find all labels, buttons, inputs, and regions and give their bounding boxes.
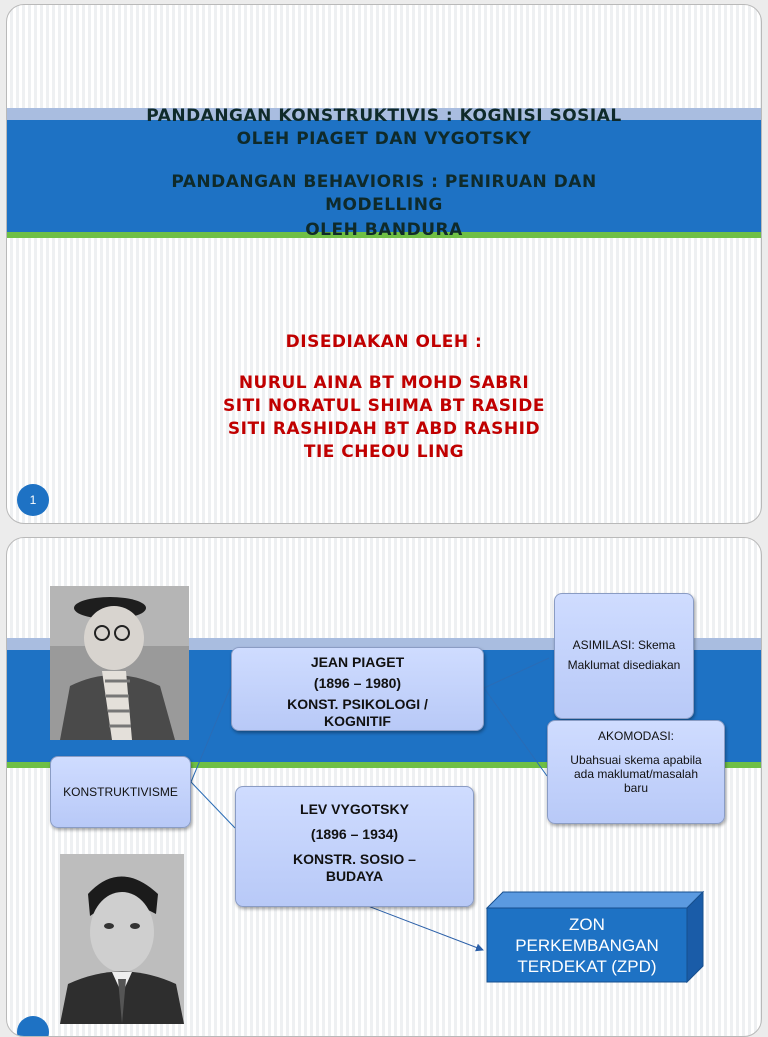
- prepared-by-block: [7, 331, 761, 464]
- title-line-5: OLEH BANDURA: [305, 220, 463, 240]
- piaget-years: (1896 – 1980): [313, 675, 402, 691]
- akomodasi-title: AKOMODASI:: [597, 729, 674, 743]
- zpd-line-3: TERDEKAT (ZPD): [517, 957, 657, 976]
- author-3: SITI RASHIDAH BT ABD RASHID: [227, 419, 541, 439]
- konstruktivisme-label: KONSTRUKTIVISME: [63, 785, 178, 799]
- zpd-line-1: ZON: [569, 915, 605, 934]
- zpd-line-2: PERKEMBANGAN: [515, 936, 659, 955]
- akomodasi-line-1: Ubahsuai skema apabila: [570, 753, 702, 767]
- author-4: TIE CHEOU LING: [303, 442, 465, 462]
- author-2: SITI NORATUL SHIMA BT RASIDE: [223, 396, 545, 416]
- asimilasi-line-2: Maklumat disediakan: [567, 658, 681, 672]
- akomodasi-line-3: baru: [623, 781, 649, 795]
- asimilasi-line-1: ASIMILASI: Skema: [572, 638, 676, 652]
- prepared-by-label: DISEDIAKAN OLEH :: [285, 332, 483, 352]
- slide-title: [7, 105, 761, 242]
- title-line-1: PANDANGAN KONSTRUKTIVIS : KOGNISI SOSIAL: [146, 106, 622, 126]
- piaget-field-2: KOGNITIF: [324, 713, 391, 729]
- title-line-4: MODELLING: [325, 195, 443, 215]
- concept-map-slide: [6, 537, 762, 1037]
- vygotsky-years: (1896 – 1934): [310, 826, 399, 842]
- piaget-field-1: KONST. PSIKOLOGI /: [287, 696, 428, 712]
- piaget-name: JEAN PIAGET: [310, 654, 405, 670]
- vygotsky-field-2: BUDAYA: [325, 868, 384, 884]
- zpd-label: [487, 914, 687, 977]
- title-line-3: PANDANGAN BEHAVIORIS : PENIRUAN DAN: [171, 172, 597, 192]
- title-slide: [6, 4, 762, 524]
- author-1: NURUL AINA BT MOHD SABRI: [238, 373, 530, 393]
- vygotsky-field-1: KONSTR. SOSIO –: [293, 851, 416, 867]
- page-number-badge: 1: [17, 484, 49, 516]
- title-line-2: OLEH PIAGET DAN VYGOTSKY: [236, 129, 532, 149]
- akomodasi-line-2: ada maklumat/masalah: [573, 767, 699, 781]
- vygotsky-name: LEV VYGOTSKY: [300, 801, 409, 817]
